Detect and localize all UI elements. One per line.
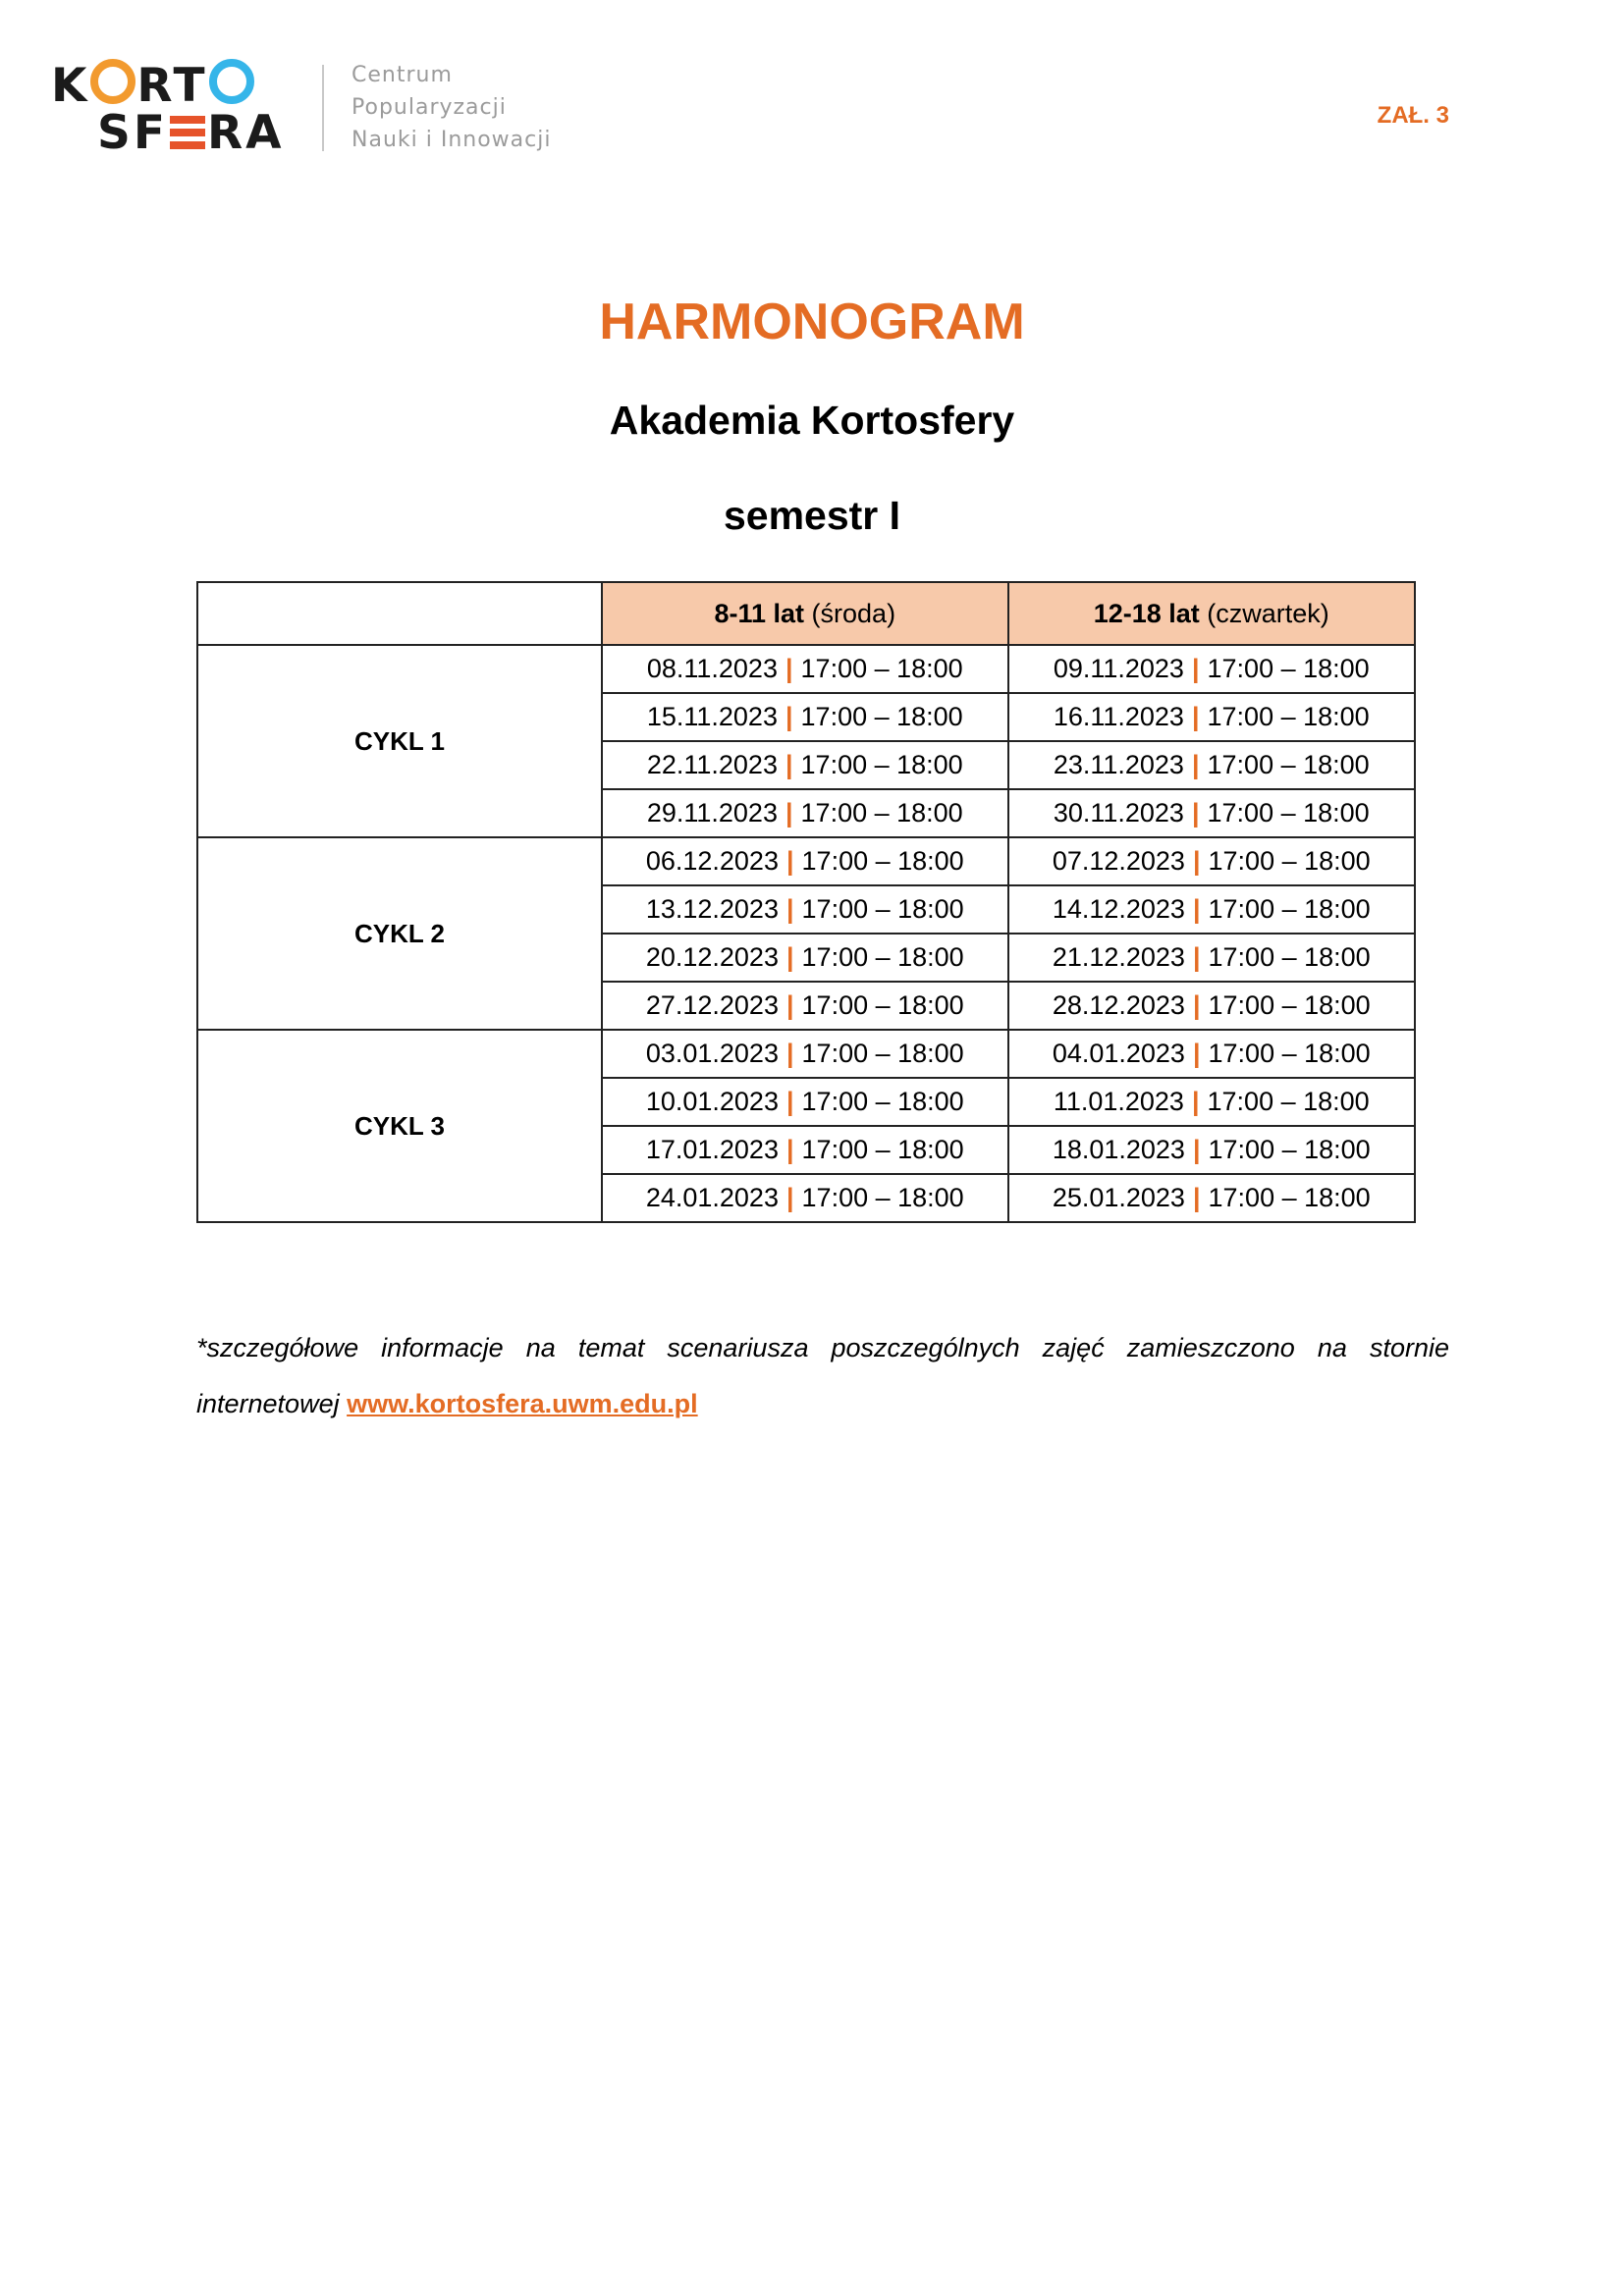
separator-bar: | — [1191, 654, 1200, 683]
table-row — [197, 1030, 1415, 1078]
session-date: 04.01.2023 — [1052, 1039, 1185, 1068]
session-date: 20.12.2023 — [645, 942, 779, 972]
session-cell — [602, 741, 1007, 789]
session-date: 17.01.2023 — [645, 1135, 779, 1164]
logo-letter: R — [136, 59, 174, 113]
session-time: 17:00 – 18:00 — [1208, 1039, 1371, 1068]
footnote-text: *szczegółowe informacje na temat scenariusza poszczególnych zajęć zamieszczono na stornie internetowej — [196, 1333, 1449, 1418]
separator-bar: | — [785, 1183, 794, 1212]
page-subtitle: Akademia Kortosfery — [609, 398, 1015, 443]
separator-bar: | — [785, 846, 794, 876]
separator-bar: | — [1192, 1039, 1201, 1068]
session-date: 09.11.2023 — [1053, 654, 1184, 683]
session-time: 17:00 – 18:00 — [800, 702, 963, 731]
session-date: 22.11.2023 — [646, 750, 778, 779]
session-time: 17:00 – 18:00 — [801, 846, 964, 876]
session-cell — [1008, 1174, 1416, 1222]
session-cell — [1008, 741, 1416, 789]
schedule-table — [196, 581, 1416, 1223]
session-cell — [1008, 1126, 1416, 1174]
cycle-label: CYKL 2 — [197, 837, 602, 1030]
session-time: 17:00 – 18:00 — [1208, 846, 1371, 876]
orange-ring-icon — [90, 59, 135, 104]
session-time: 17:00 – 18:00 — [1208, 1183, 1371, 1212]
separator-bar: | — [785, 1135, 794, 1164]
separator-bar: | — [785, 894, 794, 924]
session-cell — [1008, 1078, 1416, 1126]
header-age-group-2: 12-18 lat (czwartek) — [1008, 582, 1416, 645]
session-date: 10.01.2023 — [645, 1087, 779, 1116]
separator-bar: | — [785, 750, 793, 779]
attachment-label: ZAŁ. 3 — [1377, 102, 1449, 129]
session-cell — [1008, 645, 1416, 693]
logo-letters: SF — [97, 106, 168, 160]
session-time: 17:00 – 18:00 — [1208, 894, 1371, 924]
session-date: 25.01.2023 — [1052, 1183, 1185, 1212]
separator-bar: | — [1191, 798, 1200, 828]
cycle-label: CYKL 3 — [197, 1030, 602, 1222]
session-cell — [1008, 934, 1416, 982]
session-cell — [1008, 837, 1416, 885]
session-time: 17:00 – 18:00 — [1207, 702, 1370, 731]
logo-letter: K — [51, 59, 90, 113]
session-date: 24.01.2023 — [645, 1183, 779, 1212]
session-time: 17:00 – 18:00 — [801, 894, 964, 924]
separator-bar: | — [1191, 702, 1200, 731]
session-time: 17:00 – 18:00 — [1208, 990, 1371, 1020]
session-cell — [602, 1174, 1007, 1222]
session-cell — [1008, 693, 1416, 741]
table-row — [197, 645, 1415, 693]
session-time: 17:00 – 18:00 — [1207, 1087, 1370, 1116]
session-cell — [602, 645, 1007, 693]
session-cell — [602, 837, 1007, 885]
separator-bar: | — [1191, 750, 1200, 779]
session-date: 29.11.2023 — [646, 798, 778, 828]
session-date: 11.01.2023 — [1053, 1087, 1184, 1116]
session-date: 23.11.2023 — [1053, 750, 1184, 779]
logo-letters: RA — [206, 106, 285, 160]
session-date: 08.11.2023 — [646, 654, 778, 683]
session-date: 03.01.2023 — [645, 1039, 779, 1068]
separator-bar: | — [1192, 894, 1201, 924]
logo-subtitle-line: Popularyzacji — [352, 95, 507, 120]
session-cell — [1008, 982, 1416, 1030]
page-title: HARMONOGRAM — [599, 294, 1025, 350]
table-header-row — [197, 582, 1415, 645]
session-date: 13.12.2023 — [645, 894, 779, 924]
logo-subtitle-line: Nauki i Innowacji — [352, 128, 552, 152]
session-cell — [602, 789, 1007, 837]
separator-bar: | — [785, 942, 794, 972]
footnote — [196, 1320, 1449, 1432]
session-time: 17:00 – 18:00 — [1207, 750, 1370, 779]
cycle-label: CYKL 1 — [197, 645, 602, 837]
session-time: 17:00 – 18:00 — [800, 750, 963, 779]
session-date: 18.01.2023 — [1052, 1135, 1185, 1164]
logo-wordmark — [51, 59, 285, 160]
logo-subtitle — [352, 59, 551, 156]
session-time: 17:00 – 18:00 — [801, 1135, 964, 1164]
separator-bar: | — [1192, 846, 1201, 876]
session-cell — [602, 934, 1007, 982]
session-cell — [1008, 789, 1416, 837]
triple-bar-icon — [170, 116, 205, 149]
session-cell — [602, 982, 1007, 1030]
session-date: 14.12.2023 — [1052, 894, 1185, 924]
session-cell — [602, 1126, 1007, 1174]
session-cell — [1008, 885, 1416, 934]
session-time: 17:00 – 18:00 — [801, 990, 964, 1020]
header-age-group-1: 8-11 lat (środa) — [602, 582, 1007, 645]
session-cell — [1008, 1030, 1416, 1078]
separator-bar: | — [785, 990, 794, 1020]
session-date: 15.11.2023 — [646, 702, 778, 731]
separator-bar: | — [1192, 990, 1201, 1020]
session-time: 17:00 – 18:00 — [1208, 942, 1371, 972]
semester-heading: semestr I — [723, 493, 901, 538]
separator-bar: | — [1192, 1135, 1201, 1164]
logo-divider — [322, 65, 324, 151]
session-date: 28.12.2023 — [1052, 990, 1185, 1020]
session-time: 17:00 – 18:00 — [1207, 654, 1370, 683]
session-cell — [602, 885, 1007, 934]
session-time: 17:00 – 18:00 — [800, 798, 963, 828]
logo-subtitle-line: Centrum — [352, 63, 453, 87]
session-date: 30.11.2023 — [1053, 798, 1184, 828]
session-date: 16.11.2023 — [1053, 702, 1184, 731]
session-time: 17:00 – 18:00 — [801, 942, 964, 972]
session-time: 17:00 – 18:00 — [1207, 798, 1370, 828]
session-date: 07.12.2023 — [1052, 846, 1185, 876]
logo-letter: T — [173, 59, 208, 113]
session-cell — [602, 1078, 1007, 1126]
session-date: 27.12.2023 — [645, 990, 779, 1020]
session-time: 17:00 – 18:00 — [801, 1183, 964, 1212]
session-cell — [602, 693, 1007, 741]
session-time: 17:00 – 18:00 — [1208, 1135, 1371, 1164]
separator-bar: | — [1192, 1183, 1201, 1212]
blue-ring-icon — [209, 59, 254, 104]
kortosfera-logo — [51, 59, 601, 160]
table-row — [197, 837, 1415, 885]
separator-bar: | — [785, 1087, 794, 1116]
separator-bar: | — [785, 702, 793, 731]
separator-bar: | — [1191, 1087, 1200, 1116]
session-cell — [602, 1030, 1007, 1078]
separator-bar: | — [1192, 942, 1201, 972]
separator-bar: | — [785, 798, 793, 828]
header-empty-cell — [197, 582, 602, 645]
session-time: 17:00 – 18:00 — [800, 654, 963, 683]
separator-bar: | — [785, 654, 793, 683]
session-time: 17:00 – 18:00 — [801, 1087, 964, 1116]
session-time: 17:00 – 18:00 — [801, 1039, 964, 1068]
separator-bar: | — [785, 1039, 794, 1068]
session-date: 06.12.2023 — [645, 846, 779, 876]
session-date: 21.12.2023 — [1052, 942, 1185, 972]
website-link[interactable]: www.kortosfera.uwm.edu.pl — [347, 1389, 698, 1418]
